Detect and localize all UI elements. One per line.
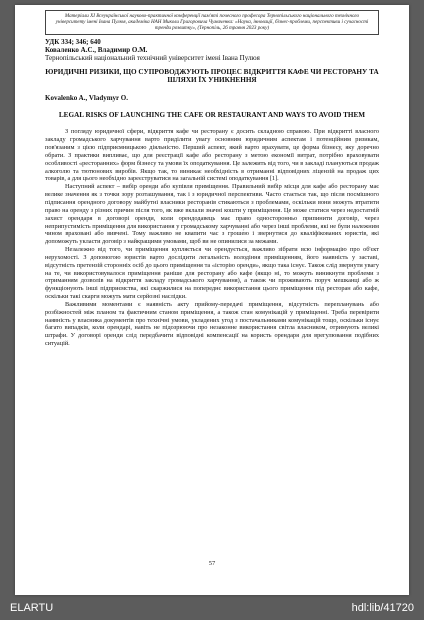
title-english: LEGAL RISKS OF LAUNCHING THE CAFE OR RESTAURANT AND WAYS TO AVOID THEM bbox=[58, 110, 366, 119]
title-ukrainian: ЮРИДИЧНІ РИЗИКИ, ЩО СУПРОВОДЖУЮТЬ ПРОЦЕС ВІДКРИТТЯ КАФЕ ЧИ РЕСТОРАНУ ТА ШЛЯХИ ЇХ УНИКНЕННЯ bbox=[45, 67, 379, 85]
authors-english: Kovalenko A., Vladymyr O. bbox=[45, 93, 128, 102]
paragraph: Важливими моментами є наявність акту прийому-передачі приміщення, відсутність перепланувань або розбіжностей між планом та фактичним станом приміщення, а також стан комунікацій у приміщенні. Треба перевірити наявність у власника документів про технічні умови, укладених угод з постачальниками комунікацій тощо, оскільки існує багато випадків, коли орендарі, навіть не підозрюючи про незаконне використання світла власником, отримують великі штрафи. У договорі оренди слід передбачити відповідні компенсації на користь орендаря для врегулювання подібних ситуацій. bbox=[45, 300, 379, 348]
page-number: 57 bbox=[208, 560, 216, 567]
udk-code: УДК 334; 346; 640 bbox=[45, 37, 101, 46]
paragraph: З погляду юридичної сфери, відкриття кафе чи ресторану є досить складною справою. При відкритті власного закладу громадського харчування варто приділити увагу основним юридичним аспектам і потенційним ризикам, пов'язаним з цією підприємницькою діяльністю. Перший аспект, який варто врахувати, це форма бізнесу, яку доречно обрати. З практики випливає, що для реєстрації кафе або ресторану з метою економії витрат, потрібно враховувати особливості «ресторанних» форм бізнесу та умови їх оподаткування. Це залежить від того, чи в закладі плануються продаж алкоголю та тютюнових виробів. Якщо так, то виникає необхідність в отриманні відповідних ліцензій на продаж цих товарів, а для цього необхідно зареєструватися на загальній системі оподаткування [1]. bbox=[45, 128, 379, 183]
authors-ukrainian: Коваленко А.С., Владимир О.М. bbox=[45, 45, 148, 54]
paragraph: Незалежно від того, чи приміщення купляється чи орендується, важливо зібрати всю інформацію про об'єкт нерухомості. З допомогою юристів варто дослідити легальність володіння приміщенням, його наявність у заставі, відсутність претензій сторонніх осіб до цього приміщення та «історію оренди», якщо така існує. Також слід звернути увагу на те, чи використовувалося приміщення раніше для ресторану або кафе (якщо ні, то можуть виникнути проблеми з отриманням дозволів на відкриття закладу громадського харчування), а також чи проживають поруч мешканці або ж функціонують інші підприємства, які скаржилися на попереднє використання цього приміщення під ресторан або кафе, оскільки такі скарги можуть мати серйозні наслідки. bbox=[45, 246, 379, 301]
document-page bbox=[15, 5, 409, 595]
article-body bbox=[45, 128, 379, 348]
paragraph: Наступний аспект – вибір оренди або купівля приміщення. Правильний вибір місця для кафе або ресторану має велике значення як з точки зору розташування, так і з юридичної перспективи. Часто стається так, що після посмішного підписання орендного договору майбутні власники ресторанів стикаються з проблемами, оскільки вони можуть втратити право на оренду з різних причин після того, як вже вклали значні кошти у приміщення. Це може статися через недостатній захист орендаря в договорі оренди, коли орендодавець має право односторонньо припинити договір, через неприпустимість приміщення для використання у громадському харчуванні або через інші проблеми, які не були належним чином враховані або вивчені. Тому важливо не квапити час з гроше́ю і звернутися до кваліфікованих юристів, які допоможуть укласти договір з найкращими умовами, щоб ви не опинилися за межами. bbox=[45, 183, 379, 246]
handle-label: hdl:lib/41720 bbox=[351, 602, 414, 614]
affiliation: Тернопільський національний технічний університет імені Івана Пулюя bbox=[45, 53, 260, 62]
viewer-footer bbox=[0, 598, 424, 620]
conference-header: Матеріали ХІ Всеукраїнської науково-практичної конференції пам'яті почесного професора Тернопільського національного технічного університету імені Івана Пулюя, академіка НАН Миколи Григоровича Чумаченка: «Наука, інновації, бізнес-проблеми, перспективи і сучасності тренди розвитку», (Тернопіль, 26 травня 2023 року) bbox=[45, 10, 379, 35]
repository-label: ELARTU bbox=[10, 602, 54, 614]
